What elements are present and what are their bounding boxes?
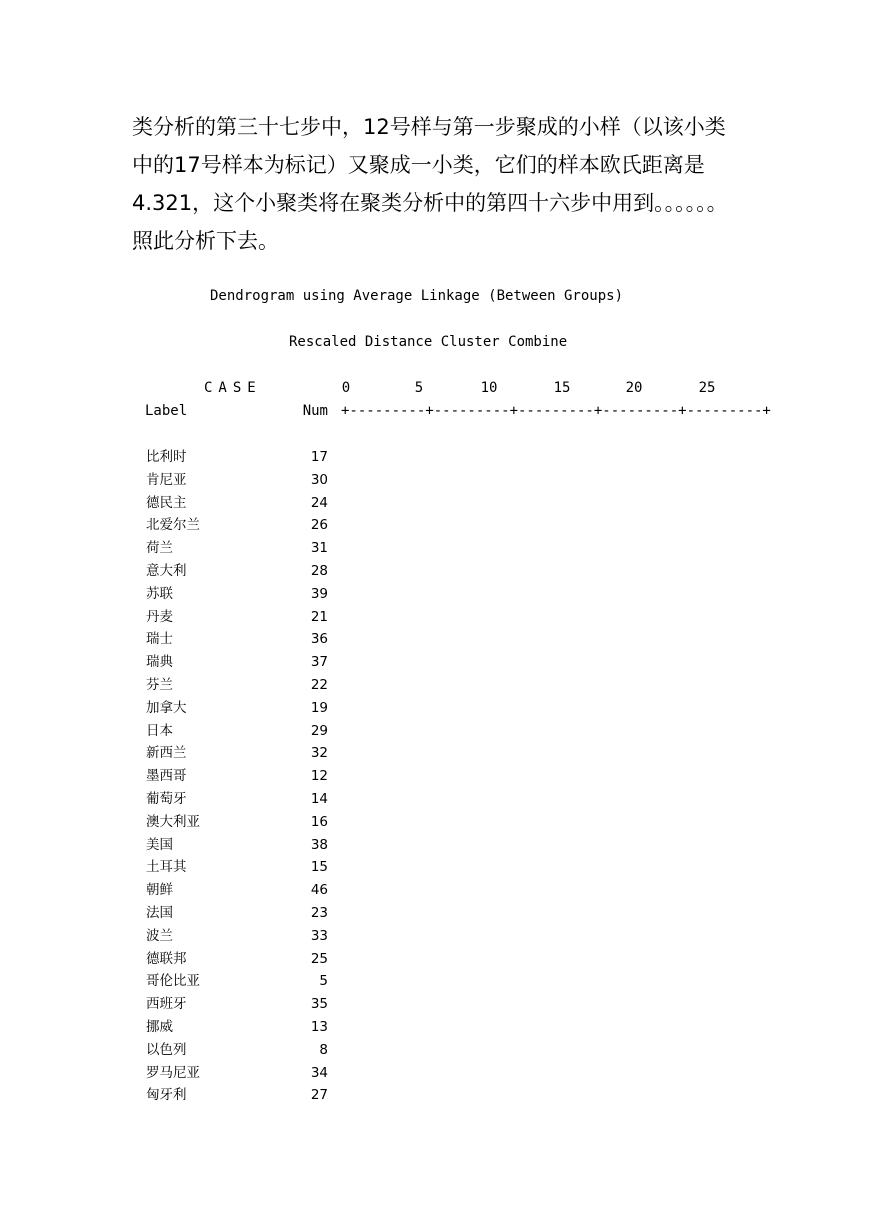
case-row xyxy=(145,972,345,995)
case-label: 荷兰 xyxy=(146,540,173,557)
case-row xyxy=(145,881,345,904)
case-row xyxy=(145,767,345,790)
intro-line: 照此分析下去。 xyxy=(132,229,279,253)
case-row xyxy=(145,494,345,517)
case-label: 新西兰 xyxy=(146,745,187,762)
case-num: 30 xyxy=(310,471,328,488)
case-num: 35 xyxy=(310,996,328,1013)
case-label: 瑞典 xyxy=(146,654,173,671)
case-num: 24 xyxy=(310,494,328,511)
case-num: 33 xyxy=(310,927,328,944)
case-num: 36 xyxy=(310,631,328,648)
intro-line: 4.321，这个小聚类将在聚类分析中的第四十六步中用到。。。。。。 xyxy=(132,191,728,215)
case-list xyxy=(145,448,345,1109)
case-row xyxy=(145,653,345,676)
case-label: 美国 xyxy=(146,836,173,853)
case-row xyxy=(145,744,345,767)
case-label: 土耳其 xyxy=(146,859,187,876)
case-row xyxy=(145,790,345,813)
case-row xyxy=(145,1086,345,1109)
case-label: 罗马尼亚 xyxy=(146,1064,200,1081)
case-num: 38 xyxy=(310,836,328,853)
case-label: 加拿大 xyxy=(146,699,187,716)
case-num: 46 xyxy=(310,882,328,899)
intro-line: 中的17号样本为标记）又聚成一小类，它们的样本欧氏距离是 xyxy=(132,153,705,177)
case-row xyxy=(145,950,345,973)
case-label: 意大利 xyxy=(146,562,187,579)
case-row xyxy=(145,722,345,745)
case-label: 法国 xyxy=(146,904,173,921)
case-num: 32 xyxy=(310,745,328,762)
case-label: 瑞士 xyxy=(146,631,173,648)
axis-tick-label: 10 xyxy=(480,380,498,396)
case-num: 23 xyxy=(310,904,328,921)
case-label: 以色列 xyxy=(146,1041,187,1058)
case-row xyxy=(145,471,345,494)
case-label: 朝鲜 xyxy=(146,882,173,899)
case-num: 22 xyxy=(310,676,328,693)
case-label: 比利时 xyxy=(146,449,187,465)
axis-tick-label: 5 xyxy=(414,380,424,396)
axis-tick-label: 0 xyxy=(341,380,351,396)
case-row xyxy=(145,608,345,631)
case-num: 8 xyxy=(319,1041,328,1058)
case-num: 39 xyxy=(310,585,328,602)
case-label: 北爱尔兰 xyxy=(146,517,200,534)
case-row xyxy=(145,448,345,471)
axis-tick-label: 15 xyxy=(553,380,571,396)
case-row xyxy=(145,858,345,881)
case-label: 苏联 xyxy=(146,585,173,602)
distance-axis: +---------+---------+---------+---------+---------+ xyxy=(341,403,771,419)
case-row xyxy=(145,699,345,722)
case-num: 16 xyxy=(310,813,328,830)
case-num: 19 xyxy=(310,699,328,716)
case-num: 28 xyxy=(310,562,328,579)
case-num: 26 xyxy=(310,517,328,534)
case-num: 21 xyxy=(310,608,328,625)
label-column-header: Label xyxy=(145,403,188,419)
case-num: 31 xyxy=(310,540,328,557)
axis-tick-label: 20 xyxy=(625,380,643,396)
case-row xyxy=(145,927,345,950)
case-row xyxy=(145,562,345,585)
case-label: 匈牙利 xyxy=(146,1087,187,1104)
dendrogram-subtitle: Rescaled Distance Cluster Combine xyxy=(289,334,568,350)
case-num: 12 xyxy=(310,768,328,785)
case-row xyxy=(145,836,345,859)
axis-tick-label: 25 xyxy=(698,380,716,396)
case-label: 肯尼亚 xyxy=(146,471,187,488)
case-num: 5 xyxy=(319,973,328,990)
case-row xyxy=(145,995,345,1018)
dendrogram-title: Dendrogram using Average Linkage (Between Groups) xyxy=(210,288,624,304)
case-label: 芬兰 xyxy=(146,676,173,693)
case-label: 墨西哥 xyxy=(146,768,187,785)
case-num: 29 xyxy=(310,722,328,739)
case-num: 14 xyxy=(310,790,328,807)
case-label: 西班牙 xyxy=(146,996,187,1013)
case-label: 哥伦比亚 xyxy=(146,973,200,990)
case-row xyxy=(145,904,345,927)
case-label: 德民主 xyxy=(146,494,187,511)
case-row xyxy=(145,676,345,699)
case-label: 澳大利亚 xyxy=(146,813,200,830)
case-num: 17 xyxy=(310,449,328,465)
case-row xyxy=(145,585,345,608)
case-row xyxy=(145,1041,345,1064)
case-num: 13 xyxy=(310,1018,328,1035)
case-row xyxy=(145,630,345,653)
case-num: 34 xyxy=(310,1064,328,1081)
case-label: 日本 xyxy=(146,722,173,739)
intro-line: 类分析的第三十七步中，12号样与第一步聚成的小样（以该小类 xyxy=(132,115,726,139)
case-label: 葡萄牙 xyxy=(146,790,187,807)
case-row xyxy=(145,516,345,539)
case-row xyxy=(145,1018,345,1041)
case-row xyxy=(145,539,345,562)
case-header: CASE xyxy=(204,380,262,396)
intro-paragraph xyxy=(132,108,752,260)
case-label: 丹麦 xyxy=(146,608,173,625)
case-num: 15 xyxy=(310,859,328,876)
case-num: 25 xyxy=(310,950,328,967)
case-row xyxy=(145,813,345,836)
case-label: 德联邦 xyxy=(146,950,187,967)
case-row xyxy=(145,1064,345,1087)
case-num: 27 xyxy=(310,1087,328,1104)
case-label: 挪威 xyxy=(146,1018,173,1035)
num-column-header: Num xyxy=(302,403,328,419)
case-num: 37 xyxy=(310,654,328,671)
case-label: 波兰 xyxy=(146,927,173,944)
